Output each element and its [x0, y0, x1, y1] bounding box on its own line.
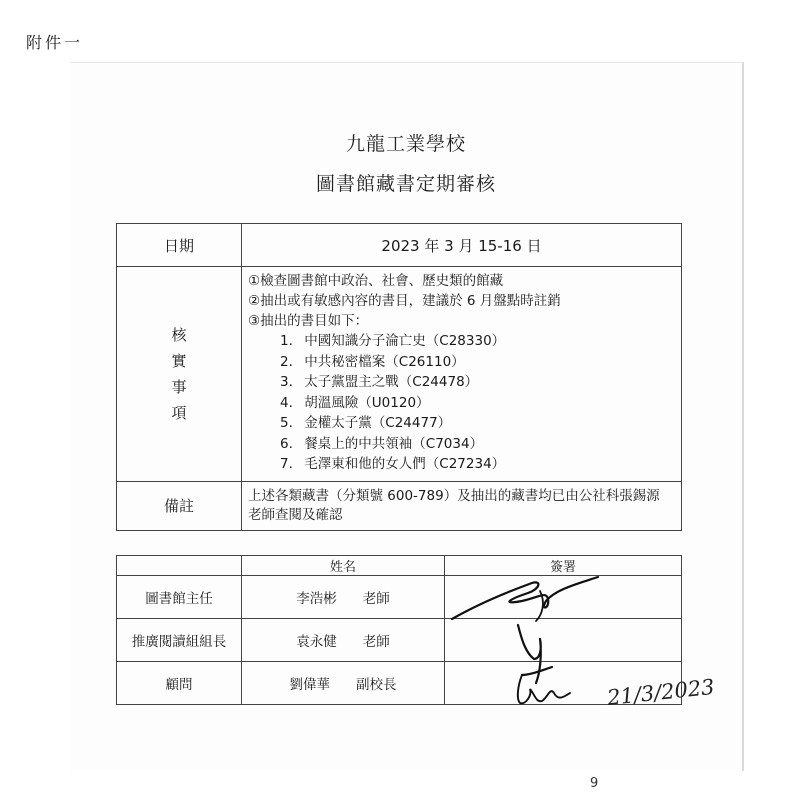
person-name: 袁永健 — [296, 634, 337, 650]
facts-label-char: 核 — [171, 325, 187, 344]
book-title: 毛澤東和他的女人們（C27234） — [304, 456, 506, 472]
name-cell — [242, 662, 445, 705]
book-number: 1. — [280, 333, 293, 349]
header-signature: 簽署 — [445, 556, 682, 576]
facts-row — [117, 267, 682, 482]
signature-row — [117, 576, 682, 619]
book-item — [280, 454, 675, 475]
book-item — [280, 434, 675, 455]
signature-row — [117, 619, 682, 662]
signature-date: 21/3/2023 — [606, 674, 716, 710]
header-name: 姓名 — [242, 556, 445, 576]
book-number: 4. — [280, 394, 293, 411]
remarks-content — [242, 481, 682, 530]
signature-cell — [445, 619, 682, 662]
book-item — [280, 372, 675, 393]
name-cell — [242, 576, 445, 619]
role-cell: 推廣閱讀組組長 — [117, 619, 242, 662]
role-cell: 圖書館主任 — [117, 576, 242, 619]
signature-table — [116, 555, 682, 705]
book-list — [248, 331, 675, 475]
person-title: 副校長 — [356, 677, 397, 693]
book-number: 7. — [280, 456, 293, 472]
scanned-document-page — [70, 62, 744, 771]
book-number: 6. — [280, 435, 293, 452]
document-title: 圖書館藏書定期審核 — [315, 173, 496, 195]
person-name: 劉偉華 — [289, 677, 330, 693]
review-table — [116, 223, 682, 531]
name-cell — [242, 619, 445, 662]
signature-row — [117, 662, 682, 705]
book-title: 胡溫風險（U0120） — [304, 394, 430, 411]
page-number: 9 — [590, 776, 599, 791]
facts-label-char: 實 — [171, 351, 187, 370]
note-item: ③抽出的書目如下： — [248, 313, 369, 329]
book-number: 2. — [280, 353, 293, 370]
signature-cell — [445, 662, 682, 705]
facts-label-char: 項 — [171, 403, 187, 422]
note-item: ①檢查圖書館中政治、社會、歷史類的館藏 — [248, 273, 504, 289]
book-item — [280, 413, 675, 434]
facts-label-text — [170, 322, 188, 426]
date-value: 2023 年 3 月 15-16 日 — [242, 224, 682, 267]
remarks-line: 上述各類藏書（分類號 600-789）及抽出的藏書均已由公社科張錫源 — [248, 487, 660, 504]
book-title: 餐桌上的中共領袖（C7034） — [304, 435, 484, 452]
book-item — [280, 393, 675, 414]
book-title: 金權太子黨（C24477） — [304, 415, 452, 431]
book-number: 5. — [280, 415, 293, 431]
facts-content — [242, 267, 682, 482]
signature-cell — [445, 576, 682, 619]
remarks-line: 老師查閱及確認 — [248, 506, 343, 523]
remarks-row — [117, 481, 682, 530]
book-item — [280, 331, 675, 352]
person-title: 老師 — [362, 634, 390, 650]
appendix-label: 附件一 — [26, 33, 84, 52]
person-title: 老師 — [362, 591, 390, 607]
book-title: 中國知識分子淪亡史（C28330） — [304, 333, 506, 349]
book-title: 中共秘密檔案（C26110） — [304, 353, 465, 370]
person-name: 李浩彬 — [296, 591, 337, 607]
book-item — [280, 352, 675, 373]
role-cell: 顧問 — [117, 662, 242, 705]
remarks-label: 備註 — [117, 481, 242, 530]
book-title: 太子黨盟主之戰（C24478） — [304, 374, 479, 390]
signature-header-row — [117, 556, 682, 576]
note-item: ②抽出或有敏感內容的書目，建議於 6 月盤點時註銷 — [248, 293, 561, 309]
book-number: 3. — [280, 374, 293, 390]
facts-label-char: 事 — [171, 377, 187, 396]
school-name: 九龍工業學校 — [345, 133, 466, 155]
header-blank — [117, 556, 242, 576]
date-row — [117, 224, 682, 267]
date-label: 日期 — [117, 224, 242, 267]
facts-label — [117, 267, 242, 482]
